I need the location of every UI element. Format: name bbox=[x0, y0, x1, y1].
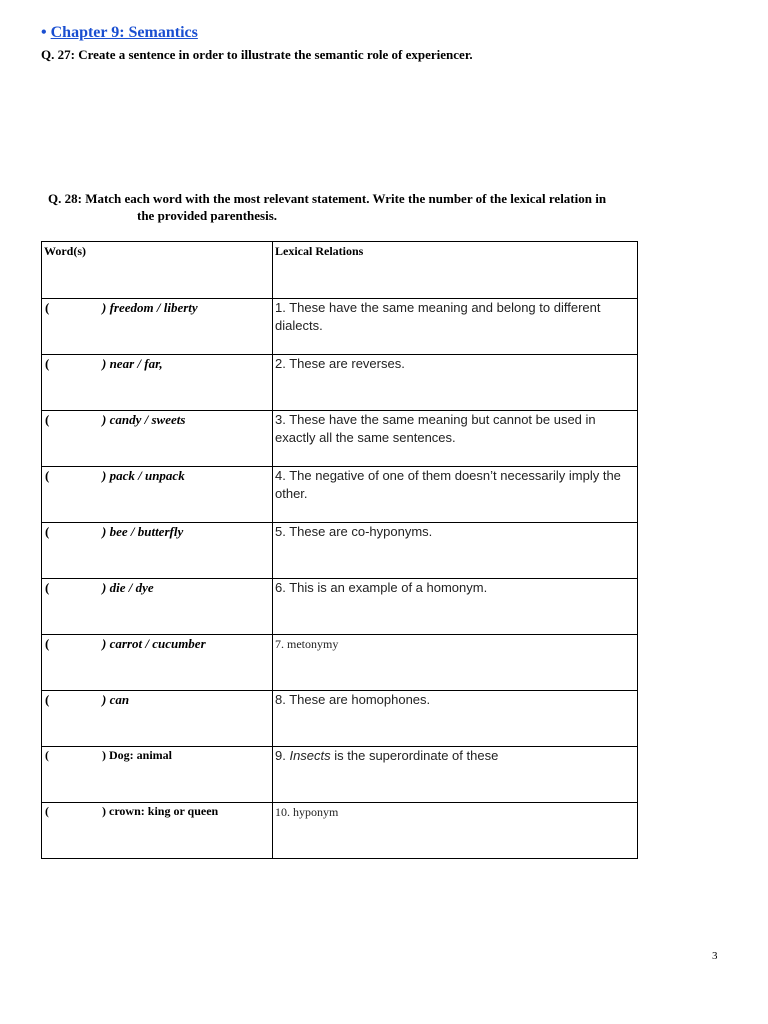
word-pair: ) near / far, bbox=[102, 356, 163, 371]
table-row bbox=[42, 523, 638, 579]
answer-parenthesis: ( bbox=[45, 636, 50, 651]
word-pair: ) die / dye bbox=[102, 580, 154, 595]
word-cell[interactable] bbox=[42, 299, 273, 355]
word-pair: ) Dog: animal bbox=[102, 748, 172, 762]
answer-parenthesis: ( bbox=[45, 580, 50, 595]
table-row bbox=[42, 299, 638, 355]
answer-parenthesis: ( bbox=[45, 804, 49, 818]
word-cell[interactable] bbox=[42, 523, 273, 579]
relation-text: 4. The negative of one of them doesn’t necessarily imply the other. bbox=[275, 468, 621, 501]
word-cell[interactable] bbox=[42, 635, 273, 691]
chapter-title-link[interactable]: Chapter 9: Semantics bbox=[50, 24, 198, 41]
header-cell-relations bbox=[273, 242, 638, 299]
relation-text: 2. These are reverses. bbox=[275, 356, 405, 371]
table-row bbox=[42, 579, 638, 635]
relation-suffix: is the superordinate of these bbox=[330, 748, 499, 763]
table-row bbox=[42, 691, 638, 747]
word-pair: ) can bbox=[102, 692, 130, 707]
relation-text bbox=[273, 747, 637, 765]
answer-parenthesis: ( bbox=[45, 300, 50, 315]
word-pair: ) crown: king or queen bbox=[102, 804, 219, 818]
relation-text: 5. These are co-hyponyms. bbox=[275, 524, 433, 539]
bullet-mark: • bbox=[41, 24, 47, 41]
relation-cell bbox=[273, 691, 638, 747]
relation-cell bbox=[273, 579, 638, 635]
word-cell[interactable] bbox=[42, 691, 273, 747]
chapter-heading bbox=[41, 24, 198, 42]
relation-cell bbox=[273, 803, 638, 859]
word-pair: ) bee / butterfly bbox=[102, 524, 184, 539]
answer-parenthesis: ( bbox=[45, 356, 50, 371]
answer-parenthesis: ( bbox=[45, 412, 50, 427]
relation-cell bbox=[273, 299, 638, 355]
header-relations: Lexical Relations bbox=[275, 244, 364, 258]
question-28-line-2: the provided parenthesis. bbox=[137, 208, 278, 223]
word-cell[interactable] bbox=[42, 747, 273, 803]
relation-text: 7. metonymy bbox=[275, 637, 339, 651]
answer-parenthesis: ( bbox=[45, 748, 49, 762]
header-cell-words bbox=[42, 242, 273, 299]
word-cell[interactable] bbox=[42, 355, 273, 411]
word-pair: ) freedom / liberty bbox=[102, 300, 198, 315]
word-pair: ) pack / unpack bbox=[102, 468, 185, 483]
question-27: Q. 27: Create a sentence in order to illustrate the semantic role of experiencer. bbox=[41, 47, 473, 62]
relation-text: 8. These are homophones. bbox=[275, 692, 431, 707]
page-number: 3 bbox=[712, 950, 718, 962]
relation-prefix: 9. bbox=[275, 748, 290, 763]
table-row bbox=[42, 411, 638, 467]
question-28 bbox=[48, 190, 708, 224]
relation-text: 1. These have the same meaning and belong to different dialects. bbox=[275, 300, 601, 333]
table-row bbox=[42, 803, 638, 859]
answer-parenthesis: ( bbox=[45, 468, 50, 483]
question-28-line-1: Q. 28: Match each word with the most relevant statement. Write the number of the lexical relation in bbox=[48, 191, 607, 206]
table-header-row bbox=[42, 242, 638, 299]
relation-cell bbox=[273, 355, 638, 411]
table-row bbox=[42, 747, 638, 803]
word-cell[interactable] bbox=[42, 579, 273, 635]
word-cell[interactable] bbox=[42, 411, 273, 467]
relation-text: 3. These have the same meaning but cannot be used in exactly all the same sentences. bbox=[275, 412, 596, 445]
answer-parenthesis: ( bbox=[45, 692, 50, 707]
word-cell[interactable] bbox=[42, 803, 273, 859]
relation-text: 6. This is an example of a homonym. bbox=[275, 580, 488, 595]
word-cell[interactable] bbox=[42, 467, 273, 523]
table-row bbox=[42, 355, 638, 411]
answer-parenthesis: ( bbox=[45, 524, 50, 539]
word-pair: ) carrot / cucumber bbox=[102, 636, 206, 651]
relation-cell bbox=[273, 411, 638, 467]
relation-cell bbox=[273, 467, 638, 523]
relation-text: 10. hyponym bbox=[275, 805, 339, 819]
table-row bbox=[42, 635, 638, 691]
relation-cell bbox=[273, 747, 638, 803]
lexical-relations-table bbox=[41, 241, 638, 859]
header-words: Word(s) bbox=[44, 244, 86, 258]
table-row bbox=[42, 467, 638, 523]
word-pair: ) candy / sweets bbox=[102, 412, 186, 427]
relation-italic-term: Insects bbox=[289, 748, 331, 763]
relation-cell bbox=[273, 523, 638, 579]
relation-cell bbox=[273, 635, 638, 691]
